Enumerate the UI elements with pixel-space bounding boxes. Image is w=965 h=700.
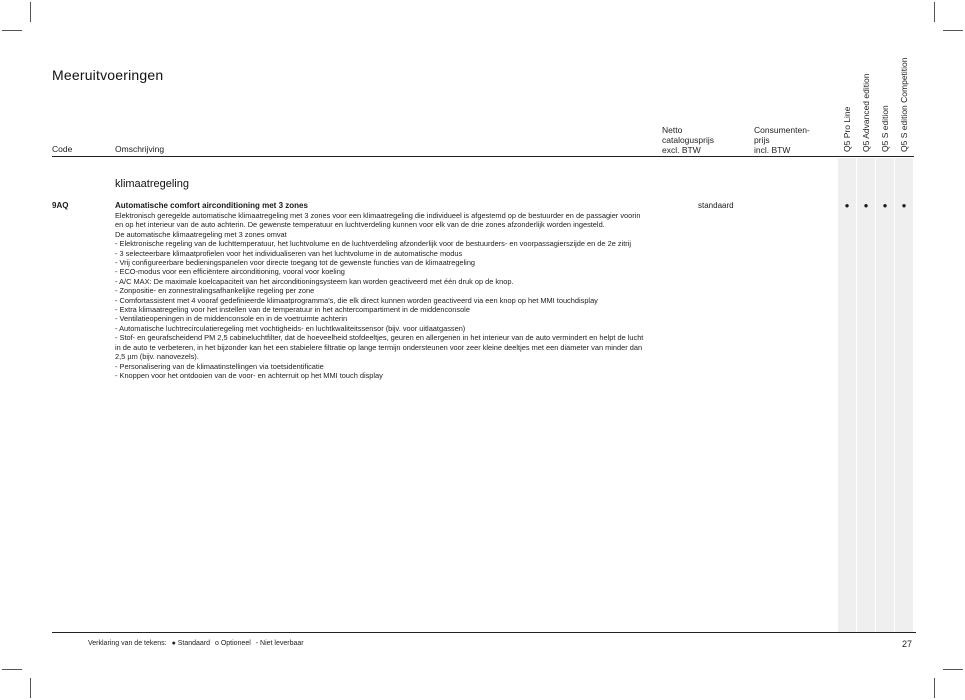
footer-divider [52, 632, 916, 633]
option-price: standaard [698, 201, 734, 210]
availability-standard-icon: ● [844, 201, 850, 210]
column-header-net-price-line: catalogusprijs [662, 135, 714, 145]
column-header-net-price-line: Netto [662, 125, 683, 135]
crop-mark [934, 2, 935, 22]
description-line: - Extra klimaatregeling voor het instellen van de temperatuur in het achtercompartiment in de middenconsole [115, 305, 470, 315]
description-line: - Zonpositie- en zonnestralingsafhankelijke regeling per zone [115, 286, 315, 296]
description-line: - Stof- en geurafscheidend PM 2,5 cabineluchtfilter, dat de hoeveelheid stofdeeltjes, geuren en allergenen in het interieur van de auto vermindert en helpt de lucht in de auto te verbeteren, in het bijzonder kan het een stabielere filtratie op lange termijn ondersteunen voor zeer kleine deeltjes met een diameter van minder dan 2,5 µm (bijv. nanovezels). [115, 333, 644, 362]
section-title: klimaatregeling [115, 178, 189, 190]
model-column-bg [838, 158, 856, 632]
crop-mark [943, 669, 963, 670]
description-line: - 3 selecteerbare klimaatprofielen voor het individualiseren van het luchtvolume in de automatische modus [115, 248, 463, 258]
legend [88, 640, 307, 647]
crop-mark [30, 678, 31, 698]
model-column-bg [876, 158, 894, 632]
availability-standard-icon: ● [901, 201, 907, 210]
description-line: - Comfortassistent met 4 vooraf gedefinieerde klimaatprogramma's, die elk direct kunnen worden geactiveerd via een knop op het MMI touchdisplay [115, 295, 598, 305]
column-header-consumer-price [754, 125, 810, 155]
option-description [115, 211, 645, 380]
description-line: - ECO-modus voor een efficiëntere airconditioning, vooral voor koeling [115, 267, 345, 277]
legend-optional: o Optioneel [215, 640, 251, 647]
column-header-net-price-line: excl. BTW [662, 145, 701, 155]
crop-mark [2, 669, 22, 670]
option-code: 9AQ [52, 201, 69, 210]
legend-unavailable: - Niet leverbaar [255, 640, 304, 647]
column-header-model: Q5 S edition Competition [899, 57, 909, 152]
header-divider [52, 156, 914, 157]
page-number: 27 [902, 639, 913, 649]
option-title: Automatische comfort airconditioning met 3 zones [115, 201, 308, 210]
column-header-model: Q5 Advanced edition [861, 73, 871, 152]
description-line: - Vrij configureerbare bedieningspanelen voor directe toegang tot de gewenste functies van de klimaatregeling [115, 258, 476, 268]
column-header-code: Code [52, 144, 73, 154]
column-header-net-price [662, 125, 714, 155]
column-header-model: Q5 S edition [880, 105, 890, 152]
legend-standard: ● Standaard [171, 640, 211, 647]
description-line: Elektronisch geregelde automatische klimaatregeling met 3 zones voor een klimaatregeling die individueel is afgestemd op de bestuurder en de passagier voorin en op het interieur van de auto achterin. De gewenste temperatuur en luchtverdeling kunnen voor elk van de drie zones afzonderlijk worden ingesteld. [115, 211, 641, 230]
model-column-bg [895, 158, 913, 632]
description-line: De automatische klimaatregeling met 3 zones omvat [115, 229, 287, 239]
crop-mark [2, 30, 22, 31]
description-line: - Ventilatieopeningen in de middenconsole en in de voetruimte achterin [115, 314, 348, 324]
description-line: - Elektronische regeling van de luchttemperatuur, het luchtvolume en de luchtverdeling afzonderlijk voor de bestuurders- en voorpassagierszijde en de 2e zitrij [115, 239, 631, 249]
availability-standard-icon: ● [863, 201, 869, 210]
legend-label: Verklaring van de tekens: [88, 640, 167, 647]
column-header-consumer-price-line: prijs [754, 135, 770, 145]
description-line: - A/C MAX: De maximale koelcapaciteit van het airconditioningsysteem kan worden geactiveerd met één druk op de knop. [115, 276, 514, 286]
description-line: - Knoppen voor het ontdooien van de voor- en achterruit op het MMI touch display [115, 370, 383, 380]
column-header-model: Q5 Pro Line [842, 106, 852, 152]
crop-mark [934, 678, 935, 698]
crop-mark [30, 2, 31, 22]
description-line: - Personalisering van de klimaatinstellingen via toetsidentificatie [115, 361, 324, 371]
model-column-bg [857, 158, 875, 632]
description-line: - Automatische luchtrecirculatieregeling met vochtigheids- en luchtkwaliteitssensor (bijv. voor uitlaatgassen) [115, 323, 466, 333]
page-title: Meeruitvoeringen [52, 67, 164, 83]
column-header-consumer-price-line: incl. BTW [754, 145, 791, 155]
column-header-consumer-price-line: Consumenten- [754, 125, 810, 135]
availability-standard-icon: ● [882, 201, 888, 210]
crop-mark [943, 30, 963, 31]
column-header-description: Omschrijving [115, 144, 165, 154]
